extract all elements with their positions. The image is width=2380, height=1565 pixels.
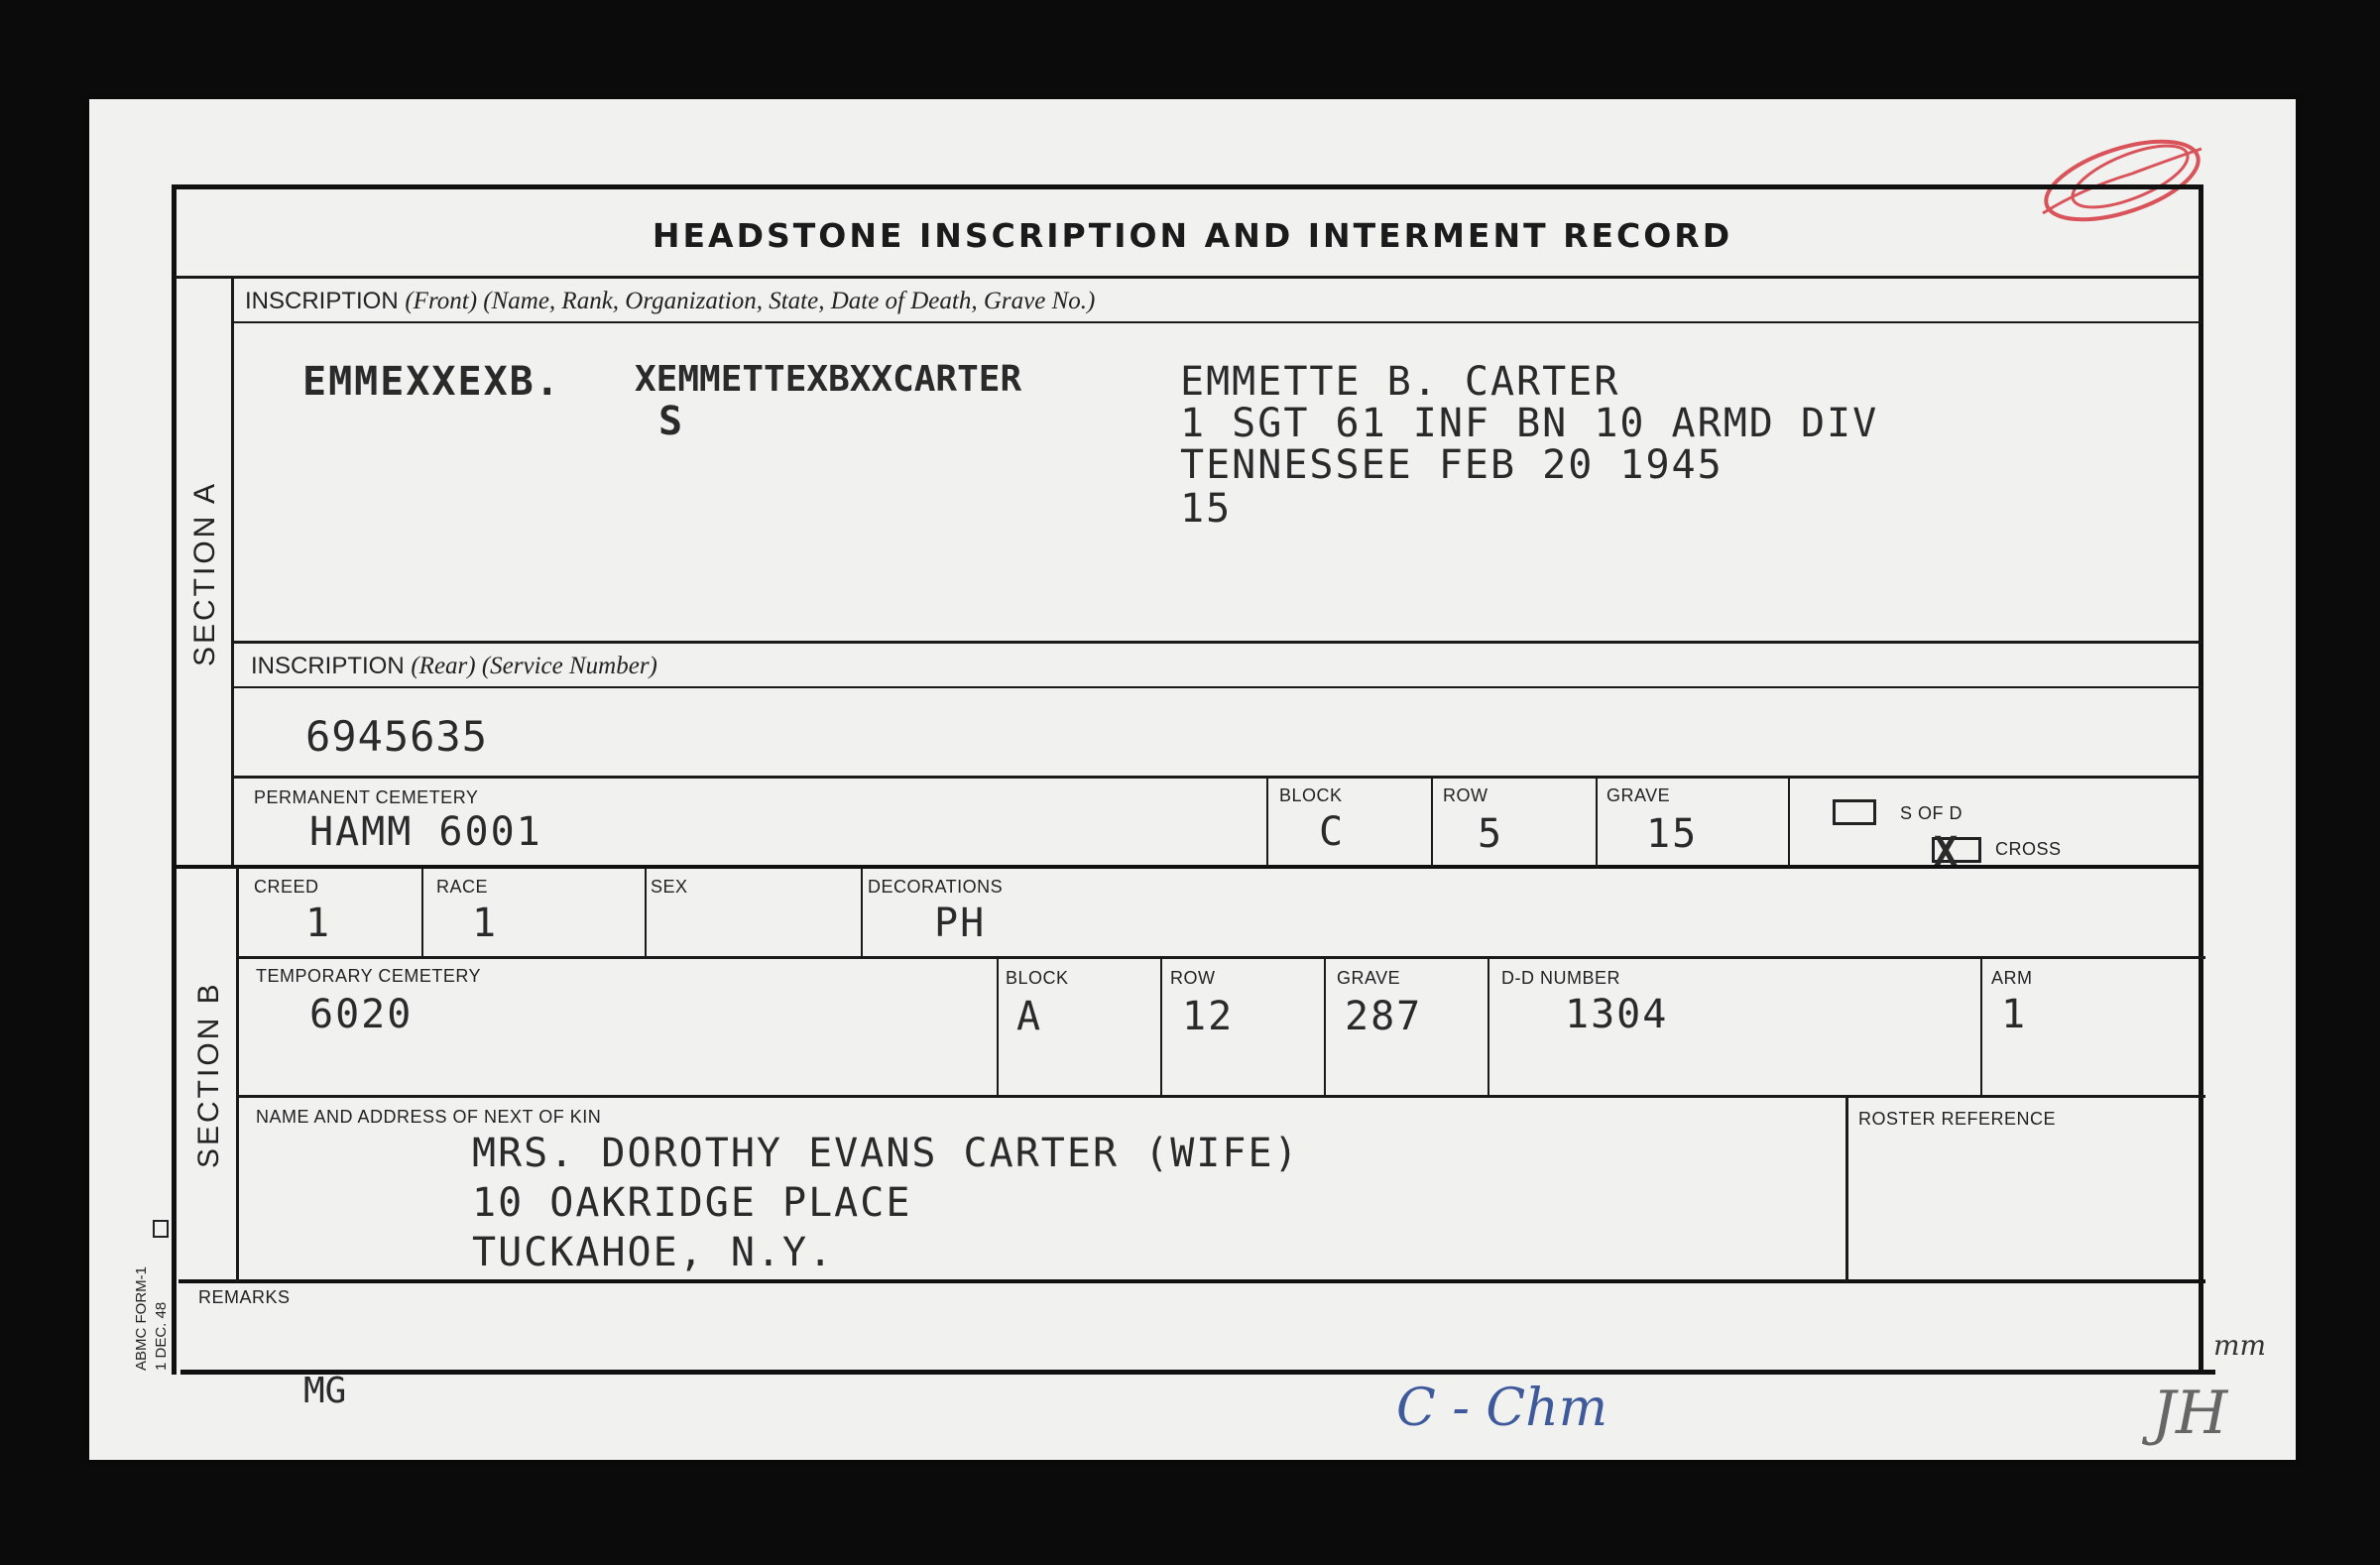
permanent-block-label: BLOCK	[1279, 785, 1343, 805]
temporary-cemetery-label: TEMPORARY CEMETERY	[256, 966, 482, 986]
next-of-kin-line-2: 10 OAKRIDGE PLACE	[472, 1180, 912, 1226]
next-of-kin-line-1: MRS. DOROTHY EVANS CARTER (WIFE)	[472, 1131, 1300, 1176]
sofd-checkbox	[1833, 799, 1876, 825]
race-label: RACE	[436, 877, 489, 897]
remarks-label: REMARKS	[198, 1287, 291, 1307]
permanent-grave-value: 15	[1646, 811, 1699, 857]
front-line-1: EMMETTE B. CARTER	[1180, 359, 1620, 405]
struck-text-3: S	[658, 399, 685, 444]
inscription-front-label: INSCRIPTION (Front) (Name, Rank, Organization, State, Date of Death, Grave No.)	[245, 288, 1096, 314]
dd-number-value: 1304	[1565, 992, 1669, 1037]
section-a-label: SECTION A	[188, 480, 221, 666]
permanent-block-value: C	[1319, 809, 1346, 855]
struck-text-1: EMMEXXEXB.	[302, 359, 561, 405]
sofd-label: S OF D	[1900, 803, 1964, 823]
next-of-kin-line-3: TUCKAHOE, N.Y.	[472, 1230, 835, 1275]
temporary-grave-label: GRAVE	[1337, 968, 1401, 988]
next-of-kin-label: NAME AND ADDRESS OF NEXT OF KIN	[256, 1107, 602, 1127]
arm-value: 1	[2001, 992, 2028, 1037]
temporary-block-label: BLOCK	[1006, 968, 1069, 988]
service-number: 6945635	[305, 712, 489, 761]
front-line-3: TENNESSEE FEB 20 1945	[1180, 442, 1724, 488]
decorations-label: DECORATIONS	[868, 877, 1004, 897]
creed-label: CREED	[254, 877, 319, 897]
temporary-cemetery-value: 6020	[309, 992, 414, 1037]
initials-jh: JH	[2152, 1379, 2228, 1448]
temporary-block-value: A	[1016, 994, 1043, 1039]
arm-label: ARM	[1991, 968, 2033, 988]
form-title: HEADSTONE INSCRIPTION AND INTERMENT RECORD	[652, 216, 1733, 255]
permanent-cemetery-value: HAMM 6001	[309, 809, 542, 855]
dd-number-label: D-D NUMBER	[1501, 968, 1620, 988]
temporary-row-label: ROW	[1170, 968, 1216, 988]
inscription-rear-label: INSCRIPTION (Rear) (Service Number)	[251, 653, 657, 679]
temporary-row-value: 12	[1182, 994, 1235, 1039]
creed-value: 1	[305, 901, 332, 946]
cross-label: CROSS	[1995, 839, 2062, 859]
initials-mg: MG	[303, 1371, 347, 1411]
permanent-cemetery-label: PERMANENT CEMETERY	[254, 787, 479, 807]
form-date: 1 DEC. 48	[153, 1301, 170, 1371]
struck-text-2: XEMMETTEXBXXCARTER	[635, 359, 1022, 400]
temporary-grave-value: 287	[1345, 994, 1423, 1039]
corner-initials: mm	[2213, 1329, 2267, 1362]
sex-label: SEX	[651, 877, 688, 897]
permanent-row-value: 5	[1478, 811, 1504, 857]
race-value: 1	[472, 901, 499, 946]
front-line-4: 15	[1180, 486, 1233, 532]
handwritten-note: C - Chm	[1396, 1379, 1608, 1438]
headstone-record-card	[89, 99, 2296, 1460]
form-corner-checkbox	[153, 1220, 169, 1238]
permanent-grave-label: GRAVE	[1606, 785, 1671, 805]
roster-reference-label: ROSTER REFERENCE	[1858, 1109, 2057, 1129]
cross-check-mark: X	[1934, 829, 1959, 875]
decorations-value: PH	[934, 901, 987, 946]
front-line-2: 1 SGT 61 INF BN 10 ARMD DIV	[1180, 401, 1879, 446]
form-id: ABMC FORM-1	[133, 1266, 150, 1371]
permanent-row-label: ROW	[1443, 785, 1488, 805]
section-b-label: SECTION B	[192, 981, 225, 1168]
